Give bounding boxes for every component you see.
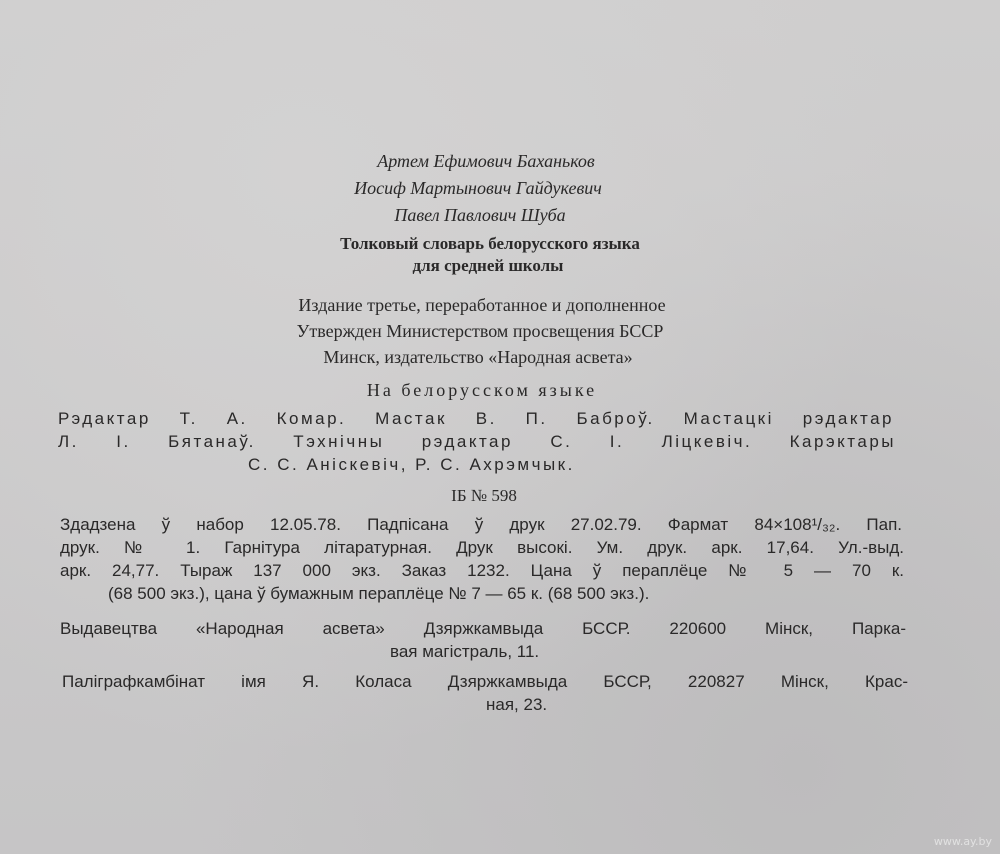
print-info-line-1: Здадзена ў набор 12.05.78. Падпісана ў друк 27.02.79. Фармат 84×108¹/₃₂. Пап. bbox=[60, 515, 902, 534]
author-1: Артем Ефимович Баханьков bbox=[377, 151, 595, 171]
author-3: Павел Павлович Шуба bbox=[394, 205, 566, 225]
printer-line-1: Паліграфкамбінат імя Я. Коласа Дзяржкамвыда БССР, 220827 Мінск, Крас- bbox=[62, 672, 908, 691]
edition-line-3: Минск, издательство «Народная асвета» bbox=[323, 347, 633, 367]
book-title-line-1: Толковый словарь белорусского языка bbox=[340, 234, 640, 253]
site-watermark: www.ay.by bbox=[933, 835, 992, 848]
credits-line-2: Л. І. Бятанаў. Тэхнічны рэдактар С. І. Ліцкевіч. Карэктары bbox=[58, 432, 896, 451]
credits-line-1: Рэдактар Т. А. Комар. Мастак В. П. Баброў. Мастацкі рэдактар bbox=[58, 409, 894, 428]
language-note: На белорусском языке bbox=[366, 380, 598, 400]
printer-line-2: ная, 23. bbox=[486, 695, 548, 714]
print-info-line-3: арк. 24,77. Тыраж 137 000 экз. Заказ 1232. Цана ў пераплёце № 5 — 70 к. bbox=[60, 561, 904, 580]
publisher-line-2: вая магістраль, 11. bbox=[390, 642, 540, 661]
print-info-line-4: (68 500 экз.), цана ў бумажным пераплёце № 7 — 65 к. (68 500 экз.). bbox=[108, 584, 650, 603]
print-info-line-2: друк. № 1. Гарнітура літаратурная. Друк высокі. Ум. друк. арк. 17,64. Ул.-выд. bbox=[60, 538, 904, 557]
author-2: Иосиф Мартынович Гайдукевич bbox=[354, 178, 602, 198]
credits-line-3: С. С. Аніскевіч, Р. С. Ахрэмчык. bbox=[248, 455, 575, 474]
edition-line-1: Издание третье, переработанное и дополненное bbox=[298, 295, 666, 315]
book-title-line-2: для средней школы bbox=[412, 256, 564, 275]
edition-line-2: Утвержден Министерством просвещения БССР bbox=[296, 321, 664, 341]
publisher-line-1: Выдавецтва «Народная асвета» Дзяржкамвыда БССР. 220600 Мінск, Парка- bbox=[60, 619, 906, 638]
ib-number: ІБ № 598 bbox=[451, 486, 517, 505]
